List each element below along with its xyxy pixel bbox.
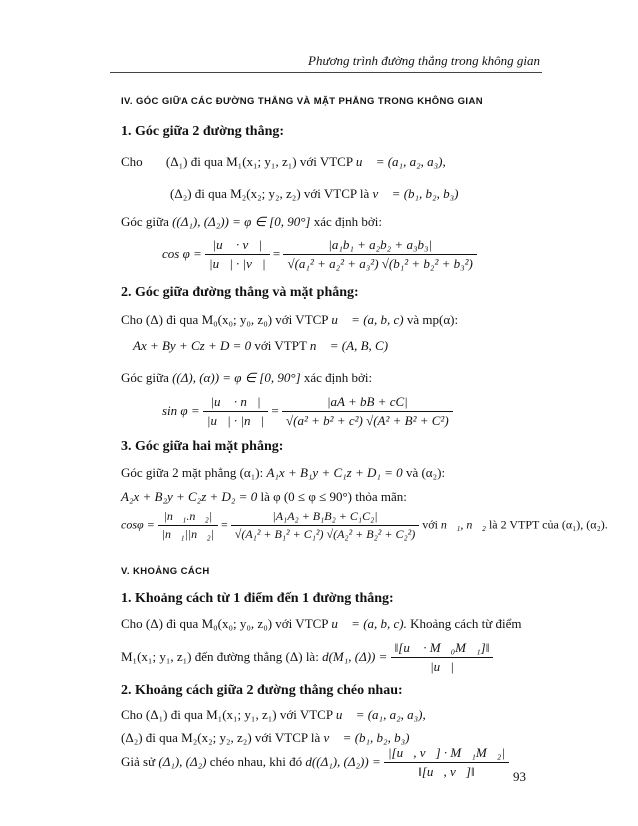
s3-line1-prefix: Góc giữa 2 mặt phẳng (α₁): (121, 465, 264, 480)
s2-line1-text: Cho (Δ) đi qua M₀(x₀; y₀, z₀) với VTCP (121, 312, 329, 327)
s1-cos-den1: |u⃗| · |v⃗| (209, 256, 266, 272)
s1-cos-formula: cos φ = $\frac{|u⃗ \cdot v⃗|}{|u⃗| \cdot |v⃗|}$ = $\frac{\text{|a₁b₁ + a₂b₂ + a₃b₃|}}{\text{√(a₁² + a₂² + a₃²) √(b₁² + b₂² + b₃²)}}$ (162, 238, 477, 272)
s2-heading: 2. Góc giữa đường thẳng và mặt phẳng: (121, 285, 359, 300)
s2-angle-prefix: Góc giữa (121, 370, 169, 385)
s1-line1-text: (Δ₁) đi qua M₁(x₁; y₁, z₁) với VTCP (165, 154, 353, 169)
v1-line1-text: Cho (Δ) đi qua M₀(x₀; y₀, z₀) với VTCP (121, 616, 329, 631)
s2-plane-normal: n⃗ = (A, B, C) (309, 338, 389, 353)
s3-cos-suffix-vec: n⃗₁, n⃗₂ (440, 517, 486, 532)
v2-dist-den: ‖[u⃗, v⃗]‖ (418, 764, 475, 780)
s1-line2-formula: v⃗ = (b₁, b₂, b₃) (372, 186, 459, 201)
s3-line1-suffix: và (α₂): (405, 465, 446, 480)
s2-plane-mid: với VTPT (254, 338, 307, 353)
v1-line2 (121, 641, 493, 675)
s3-cos-formula: cosφ = $\frac{\text{|n⃗₁.n⃗₂|}}{\text{|n⃗₁||n⃗₂|}}$ = $\frac{\text{|A₁A₂ + B₁B₂ + C₁C₂|}}{\text{√(A₁² + B₁² + C₁²) √(A₂² + B₂² + C₂²)}}$ với n⃗₁, n⃗₂ là 2 VTPT của (α₁), (α₂). (121, 509, 608, 542)
s3-line2 (121, 490, 407, 505)
s1-cos-frac1 (205, 238, 270, 272)
s1-line1 (121, 155, 446, 170)
s1-angle-suffix: xác định bởi: (313, 214, 382, 229)
s1-cos-lhs: cos φ = (162, 245, 202, 261)
s2-sin-num2: |aA + bB + cC| (282, 395, 453, 412)
s1-line1-formula: u⃗ = (a₁, a₂, a₃), (355, 154, 446, 169)
s3-line2-suffix: là φ (0 ≤ φ ≤ 90°) thỏa mãn: (260, 489, 407, 504)
v1-dist-frac (391, 641, 494, 675)
s1-angle-formula: ((Δ₁), (Δ₂)) = φ ∈ [0, 90°] (172, 214, 311, 229)
s2-line1-formula: u⃗ = (a, b, c) (331, 312, 404, 327)
s2-sin-den1: |u⃗| · |n⃗| (206, 413, 265, 429)
s1-line2 (170, 187, 458, 202)
v1-heading: 1. Khoảng cách từ 1 điểm đến 1 đường thẳng: (121, 591, 394, 606)
v2-line2 (121, 731, 409, 746)
s3-cos-frac2 (231, 510, 420, 541)
s2-angle-suffix: xác định bởi: (303, 370, 373, 385)
v1-line2-text: M₁(x₁; y₁, z₁) đến đường thẳng (Δ) là: (121, 648, 319, 664)
s1-cos-num2: |a₁b₁ + a₂b₂ + a₃b₃| (283, 238, 476, 255)
v2-line3-prefix: Giả sử (121, 753, 156, 769)
s2-sin-lhs: sin φ = (162, 402, 200, 418)
v2-line3-formula: (Δ₁), (Δ₂) (158, 753, 207, 769)
s3-cos-num1: |n⃗₁.n⃗₂| (158, 510, 218, 526)
running-header: Phương trình đường thẳng trong không gian (308, 53, 540, 68)
v2-line2-formula: v⃗ = (b₁, b₂, b₃) (323, 730, 410, 745)
s1-angle-line (121, 215, 382, 230)
v1-dist-num: ‖[u⃗ · M⃗₀M⃗₁]‖ (391, 641, 494, 658)
v2-line3 (121, 746, 509, 780)
s3-line1 (121, 466, 445, 481)
s2-sin-frac2 (282, 395, 453, 429)
s2-angle-line (121, 371, 372, 386)
s2-line1-suffix: và mp(α): (406, 312, 459, 327)
s1-line1-prefix: Cho (121, 154, 143, 169)
header-rule (110, 72, 542, 73)
s3-line1-formula: A₁x + B₁y + C₁z + D₁ = 0 (266, 465, 403, 480)
s3-cos-den2: √(A₁² + B₁² + C₁²) √(A₂² + B₂² + C₂²) (234, 527, 416, 542)
s2-plane-formula: Ax + By + Cz + D = 0 (133, 338, 252, 353)
v2-dist-frac (384, 746, 509, 780)
v2-dist-num: |[u⃗, v⃗] · M⃗₁M⃗₂| (384, 746, 509, 763)
v2-line1-text: Cho (Δ₁) đi qua M₁(x₁; y₁, z₁) với VTCP (121, 707, 333, 722)
v2-line1 (121, 708, 426, 723)
s2-plane-line (133, 339, 388, 354)
v2-dist-lhs: d((Δ₁), (Δ₂)) = (305, 753, 381, 769)
v1-dist-den: |u⃗| (430, 659, 454, 675)
v2-line1-formula: u⃗ = (a₁, a₂, a₃), (335, 707, 426, 722)
s3-cos-num2: |A₁A₂ + B₁B₂ + C₁C₂| (231, 510, 420, 526)
v1-line1 (121, 617, 522, 632)
v1-dist-lhs: d(M₁, (Δ)) = (322, 648, 388, 664)
v2-line3-mid: chéo nhau, khi đó (209, 753, 303, 769)
s2-sin-formula: sin φ = $\frac{|u⃗ \cdot n⃗|}{|u⃗| \cdot |n⃗|}$ = $\frac{|aA + bB + cC|}{\text{√(a² + b² + c²) √(A² + B² + C²)}}$ (162, 395, 453, 429)
section-iv-title: IV. GÓC GIỮA CÁC ĐƯỜNG THẲNG VÀ MẶT PHẲNG TRONG KHÔNG GIAN (121, 96, 483, 107)
s3-cos-frac1 (158, 510, 218, 541)
s1-angle-prefix: Góc giữa (121, 214, 169, 229)
page-number: 93 (513, 769, 526, 784)
s3-cos-suffix-post: là 2 VTPT của (α₁), (α₂). (488, 517, 608, 532)
s2-line1 (121, 313, 458, 328)
s3-heading: 3. Góc giữa hai mặt phẳng: (121, 439, 284, 454)
v2-heading: 2. Khoảng cách giữa 2 đường thẳng chéo nhau: (121, 683, 403, 698)
s1-heading: 1. Góc giữa 2 đường thẳng: (121, 124, 285, 139)
s2-sin-num1: |u⃗ · n⃗| (203, 395, 268, 412)
section-v-title: V. KHOẢNG CÁCH (121, 566, 210, 577)
s3-cos-den1: |n⃗₁||n⃗₂| (161, 527, 214, 542)
s2-angle-formula: ((Δ), (α)) = φ ∈ [0, 90°] (172, 370, 301, 385)
s1-cos-num1: |u⃗ · v⃗| (205, 238, 270, 255)
s3-cos-lhs: cosφ = (121, 517, 155, 532)
s1-cos-frac2 (283, 238, 476, 272)
s1-cos-den2: √(a₁² + a₂² + a₃²) √(b₁² + b₂² + b₃²) (287, 256, 473, 272)
s1-line2-text: (Δ₂) đi qua M₂(x₂; y₂, z₂) với VTCP là (170, 186, 370, 201)
v2-line2-text: (Δ₂) đi qua M₂(x₂; y₂, z₂) với VTCP là (121, 730, 321, 745)
v1-line1-suffix: Khoảng cách từ điểm (410, 616, 522, 631)
s2-sin-den2: √(a² + b² + c²) √(A² + B² + C²) (286, 413, 449, 429)
s3-cos-suffix-pre: với (422, 517, 438, 532)
v1-line1-formula: u⃗ = (a, b, c). (331, 616, 407, 631)
s2-sin-frac1 (203, 395, 268, 429)
s3-line2-formula: A₂x + B₂y + C₂z + D₂ = 0 (121, 489, 258, 504)
